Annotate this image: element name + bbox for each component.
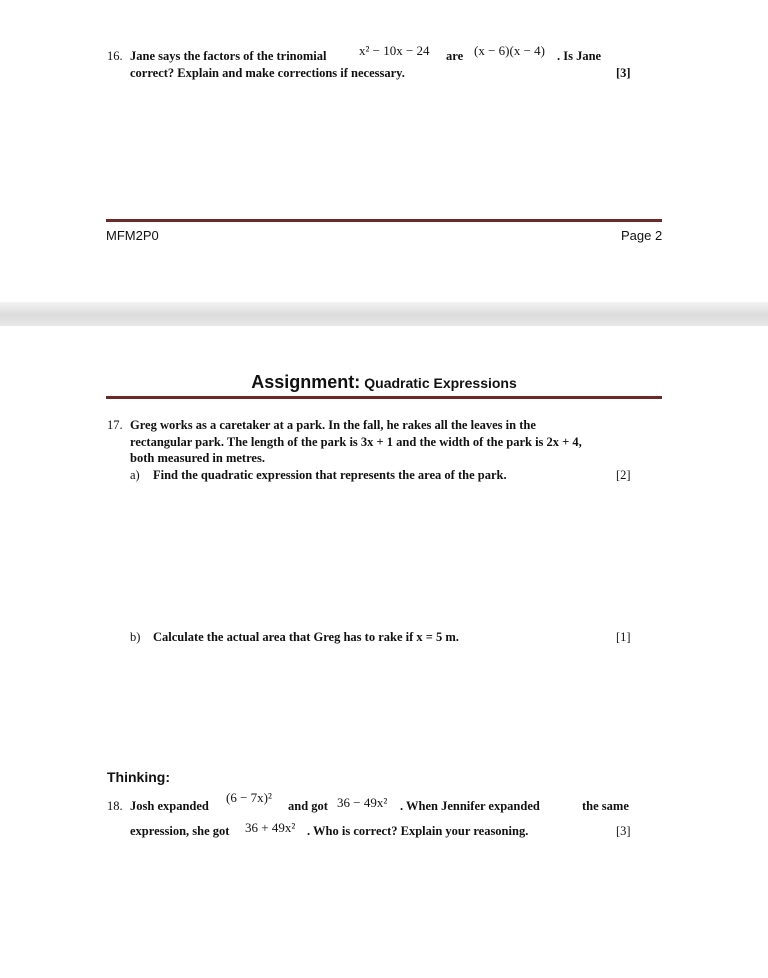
question-text: rectangular park. The length of the park is 3x + 1 and the width of the park is 2x + 4, [130, 435, 582, 449]
math-expression: x² − 10x − 24 [359, 43, 430, 58]
question-text: and got [288, 799, 328, 813]
section-heading: Thinking: [107, 769, 170, 785]
part-text: Find the quadratic expression that represents the area of the park. [153, 468, 507, 482]
question-text: Greg works as a caretaker at a park. In the fall, he rakes all the leaves in the [130, 418, 536, 432]
page-number: Page 2 [621, 228, 663, 243]
question-text: Josh expanded [130, 799, 209, 813]
marks: [2] [616, 468, 631, 482]
page-gap [0, 302, 768, 326]
question-number: 18. [107, 799, 123, 813]
part-label: b) [130, 630, 141, 644]
question-text: both measured in metres. [130, 451, 265, 465]
math-expression: 36 − 49x² [337, 795, 388, 810]
question-number: 16. [107, 49, 123, 63]
math-expression: (6 − 7x)² [226, 790, 272, 805]
footer-rule [106, 219, 662, 222]
question-text: the same [582, 799, 629, 813]
question-text: . When Jennifer expanded [400, 799, 540, 813]
question-text: correct? Explain and make corrections if necessary. [130, 66, 405, 80]
question-text: . Is Jane [557, 49, 602, 63]
marks: [1] [616, 630, 631, 644]
question-text: Jane says the factors of the trinomial [130, 49, 327, 63]
part-label: a) [130, 468, 140, 482]
page-title [106, 372, 662, 393]
header-rule [106, 396, 662, 399]
title-sub: Quadratic Expressions [364, 375, 517, 391]
part-text: Calculate the actual area that Greg has to rake if x = 5 m. [153, 630, 459, 644]
math-expression: 36 + 49x² [245, 820, 296, 835]
question-number: 17. [107, 418, 123, 432]
title-main: Assignment: [251, 372, 361, 392]
math-expression: (x − 6)(x − 4) [474, 43, 545, 58]
question-text: . Who is correct? Explain your reasoning. [307, 824, 529, 838]
marks: [3] [616, 824, 631, 838]
course-code: MFM2P0 [106, 228, 159, 243]
marks: [3] [616, 66, 631, 80]
question-text: expression, she got [130, 824, 230, 838]
question-text: are [446, 49, 464, 63]
